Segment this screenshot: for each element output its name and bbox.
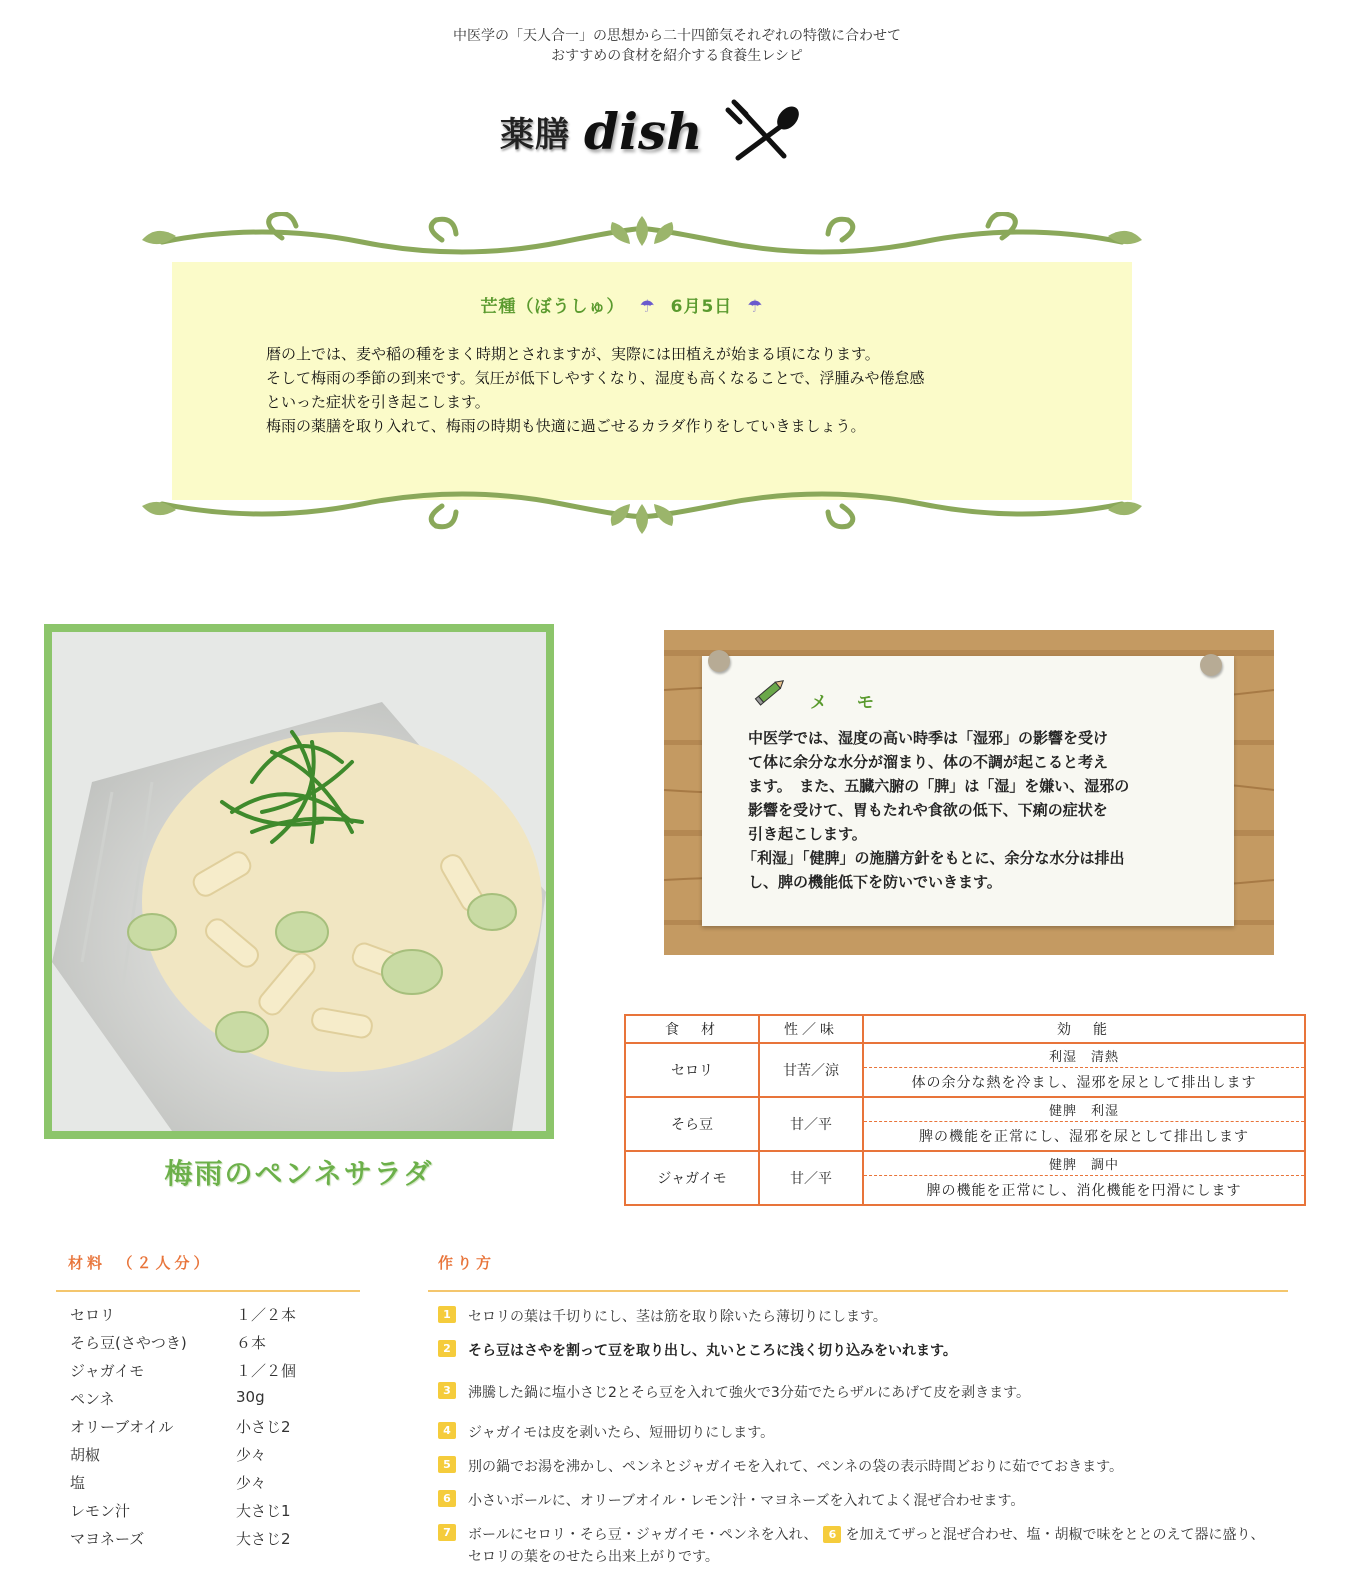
- fork-spoon-icon: [724, 96, 804, 166]
- material-qty: 小さじ2: [236, 1418, 291, 1436]
- step-text-part: を加えてザっと混ぜ合わせ、塩・胡椒で味をととのえて器に盛り、: [845, 1527, 1265, 1543]
- step-text: ジャガイモは皮を剥いたら、短冊切りにします。: [468, 1425, 775, 1441]
- ingredient-effect: 健脾 利湿: [864, 1099, 1304, 1122]
- material-name: レモン汁: [70, 1502, 131, 1520]
- memo-line: し、脾の機能低下を防いでいきます。: [748, 873, 1002, 891]
- season-description: [266, 342, 1066, 438]
- ingredient-effect: 健脾 調中: [864, 1153, 1304, 1176]
- ingredient-effect: 利湿 清熱: [864, 1045, 1304, 1068]
- ingredient-name: セロリ: [625, 1043, 759, 1097]
- materials-divider: [56, 1290, 360, 1292]
- step-reference: 6: [823, 1526, 841, 1543]
- season-line: 梅雨の薬膳を取り入れて、梅雨の時期も快適に過ごせるカラダ作りをしていきましょう。: [266, 417, 866, 435]
- logo-word: dish: [584, 101, 703, 161]
- table-row: [625, 1151, 1305, 1205]
- ingredient-taste: 甘／平: [759, 1151, 863, 1205]
- material-name: セロリ: [70, 1306, 116, 1324]
- list-item: [70, 1500, 370, 1528]
- ingredients-table: [624, 1014, 1306, 1206]
- season-line: といった症状を引き起こします。: [266, 393, 490, 411]
- memo-line: ます。 また、五臓六腑の「脾」は「湿」を嫌い、湿邪の: [748, 777, 1130, 795]
- list-item: [70, 1388, 370, 1416]
- ingredient-effect-cell: [863, 1097, 1305, 1151]
- list-item: [70, 1332, 370, 1360]
- step-number: 6: [438, 1490, 456, 1507]
- material-qty: 大さじ1: [236, 1502, 291, 1520]
- material-name: 胡椒: [70, 1446, 101, 1464]
- step-number: 2: [438, 1340, 456, 1357]
- ingredient-effect-cell: [863, 1151, 1305, 1205]
- list-item: [70, 1472, 370, 1500]
- table-row: [625, 1097, 1305, 1151]
- ingredient-effect-cell: [863, 1043, 1305, 1097]
- list-item: [438, 1306, 887, 1326]
- step-text: [468, 1524, 1264, 1568]
- ingredient-effect-desc: 体の余分な熱を冷まし、湿邪を尿として排出します: [911, 1074, 1257, 1091]
- dish-photo: [52, 632, 546, 1131]
- umbrella-icon: ☂: [747, 297, 764, 317]
- step-text: 小さいボールに、オリーブオイル・レモン汁・マヨネーズを入れてよく混ぜ合わせます。: [468, 1493, 1025, 1509]
- material-qty: 少々: [236, 1446, 267, 1464]
- memo-line: 中医学では、湿度の高い時季は「湿邪」の影響を受け: [748, 729, 1109, 747]
- material-name: 塩: [70, 1474, 86, 1492]
- header-subtitle-line2: おすすめの食材を紹介する食養生レシピ: [551, 48, 803, 64]
- step-text: セロリの葉は千切りにし、茎は筋を取り除いたら薄切りにします。: [468, 1309, 887, 1325]
- column-header: 効 能: [863, 1015, 1305, 1043]
- step-text: そら豆はさやを割って豆を取り出し、丸いところに浅く切り込みをいれます。: [468, 1343, 957, 1359]
- list-item: [438, 1490, 1024, 1510]
- ingredient-name: そら豆: [625, 1097, 759, 1151]
- step-text-part: セロリの葉をのせたら出来上がりです。: [468, 1549, 719, 1565]
- list-item: [70, 1304, 370, 1332]
- season-line: そして梅雨の季節の到来です。気圧が低下しやすくなり、湿度も高くなることで、浮腫みや倦怠感: [266, 369, 925, 387]
- umbrella-icon: ☂: [639, 297, 656, 317]
- list-item: [70, 1416, 370, 1444]
- materials-list: [70, 1304, 370, 1556]
- header-subtitle: [0, 26, 1354, 66]
- step-number: 1: [438, 1306, 456, 1323]
- material-name: ペンネ: [70, 1390, 115, 1408]
- material-name: ジャガイモ: [70, 1362, 145, 1380]
- list-item: [438, 1382, 1030, 1402]
- table-header-row: [625, 1015, 1305, 1043]
- step-number: 4: [438, 1422, 456, 1439]
- site-logo: [500, 96, 804, 166]
- ingredient-effect-desc: 脾の機能を正常にし、湿邪を尿として排出します: [919, 1128, 1249, 1145]
- memo-line: て体に余分な水分が溜まり、体の不調が起こると考え: [748, 753, 1109, 771]
- list-item: [438, 1340, 957, 1360]
- step-number: 5: [438, 1456, 456, 1473]
- ingredient-name: ジャガイモ: [625, 1151, 759, 1205]
- material-qty: １／２本: [236, 1306, 297, 1324]
- column-header: 性／味: [759, 1015, 863, 1043]
- memo-body: [742, 726, 1198, 894]
- ingredient-effect-desc: 脾の機能を正常にし、消化機能を円滑にします: [926, 1182, 1242, 1199]
- list-item: [438, 1524, 1264, 1568]
- list-item: [70, 1444, 370, 1472]
- material-name: そら豆(さやつき): [70, 1334, 187, 1352]
- memo-line: 引き起こします。: [748, 825, 867, 843]
- dish-title: 梅雨のペンネサラダ: [164, 1157, 434, 1190]
- season-line: 暦の上では、麦や稲の種をまく時期とされますが、実際には田植えが始まる頃になります。: [266, 345, 880, 363]
- step-text: 沸騰した鍋に塩小さじ2とそら豆を入れて強火で3分茹でたらザルにあげて皮を剥きます。: [468, 1385, 1030, 1401]
- materials-title: 材料 （２人分）: [68, 1254, 213, 1272]
- season-name: 芒種（ぼうしゅ）: [480, 297, 625, 317]
- material-qty: ６本: [236, 1334, 267, 1352]
- material-qty: １／２個: [236, 1362, 297, 1380]
- list-item: [70, 1360, 370, 1388]
- ornament-bottom: [142, 480, 1142, 540]
- season-heading: [172, 292, 1072, 317]
- pushpin-icon: [708, 650, 730, 672]
- method-divider: [428, 1290, 1288, 1292]
- header-subtitle-line1: 中医学の「天人合一」の思想から二十四節気それぞれの特徴に合わせて: [453, 28, 901, 44]
- material-name: オリーブオイル: [70, 1418, 174, 1436]
- list-item: [438, 1456, 1123, 1476]
- dish-illustration: [52, 632, 546, 1131]
- pushpin-icon: [1200, 654, 1222, 676]
- logo-kanji: 薬膳: [500, 114, 570, 155]
- material-qty: 30g: [236, 1388, 265, 1406]
- ingredient-taste: 甘／平: [759, 1097, 863, 1151]
- step-text: 別の鍋でお湯を沸かし、ペンネとジャガイモを入れて、ペンネの袋の表示時間どおりに茹でておきます。: [468, 1459, 1124, 1475]
- list-item: [70, 1528, 370, 1556]
- step-text-part: ボールにセロリ・そら豆・ジャガイモ・ペンネを入れ、: [468, 1527, 818, 1543]
- memo-title: メ モ: [810, 693, 886, 713]
- table-row: [625, 1043, 1305, 1097]
- material-qty: 少々: [236, 1474, 267, 1492]
- memo-line: 影響を受けて、胃もたれや食欲の低下、下痢の症状を: [748, 801, 1108, 819]
- method-title: 作り方: [438, 1254, 496, 1272]
- memo-line: 「利湿」「健脾」の施膳方針をもとに、余分な水分は排出: [742, 849, 1125, 867]
- ingredient-taste: 甘苦／涼: [759, 1043, 863, 1097]
- material-qty: 大さじ2: [236, 1530, 291, 1548]
- column-header: 食 材: [625, 1015, 759, 1043]
- pencil-icon: [754, 676, 788, 706]
- step-number: 3: [438, 1382, 456, 1399]
- season-date: 6月5日: [670, 297, 733, 317]
- step-number: 7: [438, 1524, 456, 1541]
- list-item: [438, 1422, 774, 1442]
- material-name: マヨネーズ: [70, 1530, 145, 1548]
